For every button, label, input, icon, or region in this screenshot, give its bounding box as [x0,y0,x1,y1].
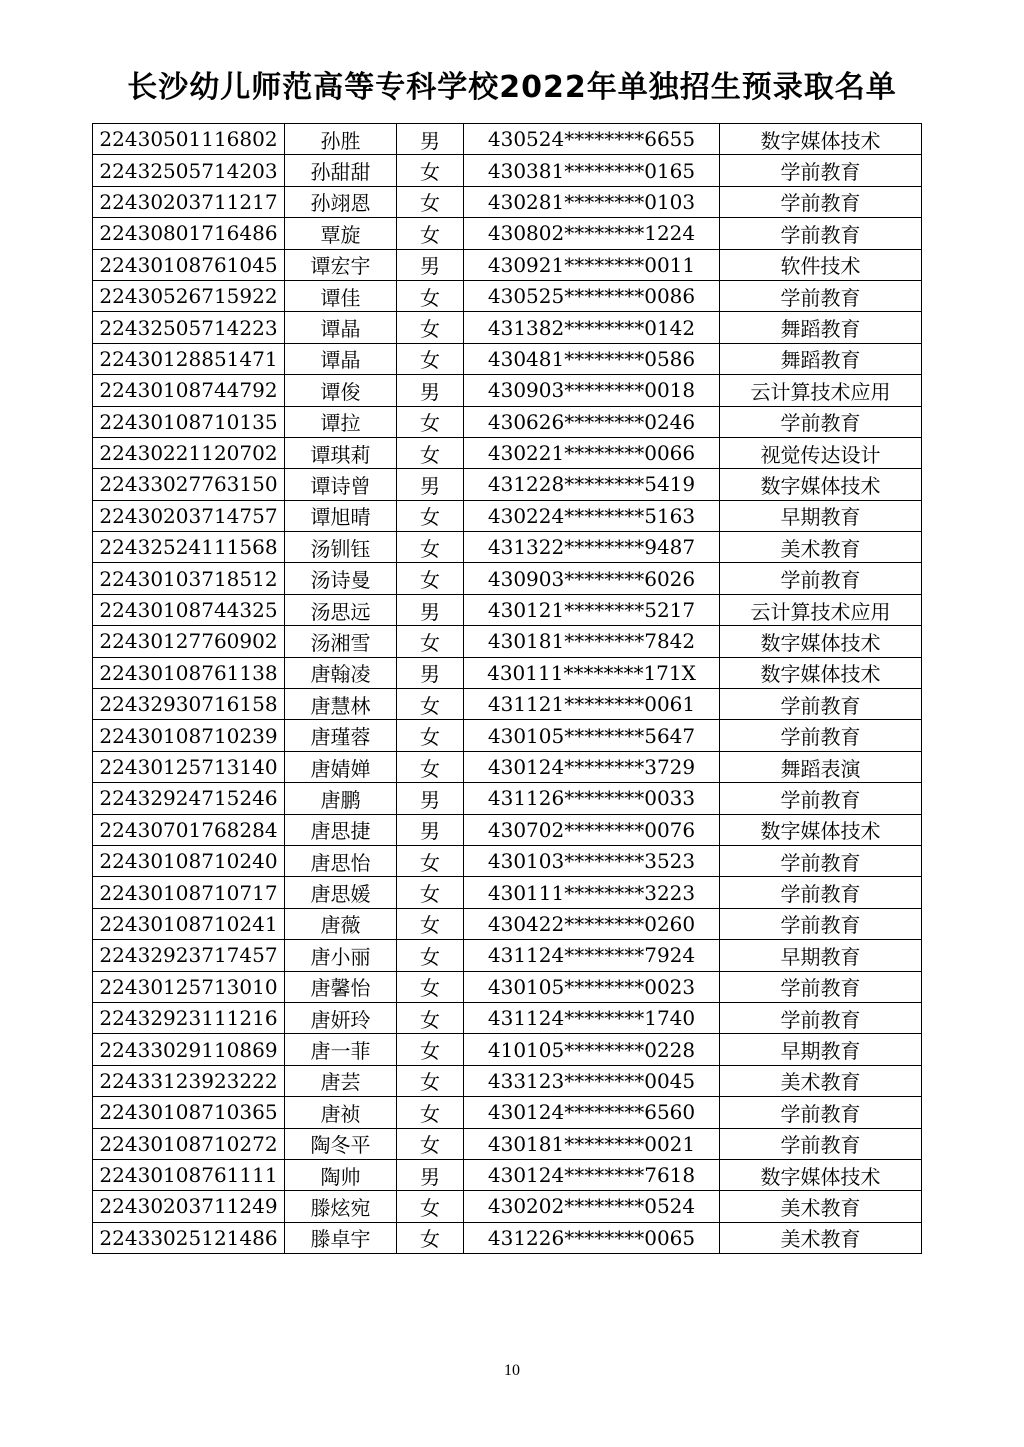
name-cell: 唐翰凌 [285,657,397,688]
major-cell: 学前教育 [720,563,922,594]
table-row [93,155,922,186]
major-cell: 学前教育 [720,845,922,876]
name-cell: 唐妍玲 [285,1002,397,1033]
gender-cell: 女 [397,1222,464,1253]
name-cell: 谭佳 [285,280,397,311]
table-row [93,657,922,688]
table-row [93,689,922,720]
exam-number-cell: 22432923111216 [93,1002,285,1033]
id-card-cell: 430202********0524 [464,1191,720,1222]
gender-cell: 女 [397,532,464,563]
exam-number-cell: 22433025121486 [93,1222,285,1253]
table-row [93,1159,922,1190]
gender-cell: 女 [397,720,464,751]
name-cell: 孙胜 [285,124,397,155]
table-row [93,532,922,563]
table-row [93,971,922,1002]
table-row [93,1097,922,1128]
exam-number-cell: 22432923717457 [93,940,285,971]
exam-number-cell: 22430526715922 [93,280,285,311]
table-row [93,437,922,468]
table-row [93,940,922,971]
exam-number-cell: 22432930716158 [93,689,285,720]
gender-cell: 女 [397,343,464,374]
table-row [93,280,922,311]
id-card-cell: 430702********0076 [464,814,720,845]
name-cell: 谭宏宇 [285,249,397,280]
exam-number-cell: 22430221120702 [93,437,285,468]
id-card-cell: 430221********0066 [464,437,720,468]
exam-number-cell: 22430128851471 [93,343,285,374]
gender-cell: 女 [397,877,464,908]
major-cell: 学前教育 [720,155,922,186]
table-row [93,469,922,500]
name-cell: 唐思怡 [285,845,397,876]
name-cell: 汤诗曼 [285,563,397,594]
gender-cell: 女 [397,689,464,720]
exam-number-cell: 22430108761111 [93,1159,285,1190]
name-cell: 谭旭晴 [285,500,397,531]
id-card-cell: 410105********0228 [464,1034,720,1065]
table-row [93,1002,922,1033]
name-cell: 滕卓宇 [285,1222,397,1253]
admission-table-body [93,124,922,1254]
id-card-cell: 430422********0260 [464,908,720,939]
major-cell: 学前教育 [720,908,922,939]
major-cell: 学前教育 [720,1128,922,1159]
gender-cell: 男 [397,594,464,625]
id-card-cell: 430903********6026 [464,563,720,594]
gender-cell: 男 [397,814,464,845]
major-cell: 学前教育 [720,720,922,751]
name-cell: 唐祯 [285,1097,397,1128]
id-card-cell: 430524********6655 [464,124,720,155]
exam-number-cell: 22430108710241 [93,908,285,939]
gender-cell: 女 [397,186,464,217]
id-card-cell: 430124********3729 [464,751,720,782]
major-cell: 早期教育 [720,1034,922,1065]
id-card-cell: 430281********0103 [464,186,720,217]
gender-cell: 男 [397,469,464,500]
exam-number-cell: 22430103718512 [93,563,285,594]
table-row [93,1191,922,1222]
name-cell: 谭俊 [285,375,397,406]
id-card-cell: 431382********0142 [464,312,720,343]
exam-number-cell: 22430108710239 [93,720,285,751]
id-card-cell: 431226********0065 [464,1222,720,1253]
table-row [93,312,922,343]
exam-number-cell: 22432505714203 [93,155,285,186]
gender-cell: 女 [397,845,464,876]
major-cell: 美术教育 [720,532,922,563]
table-row [93,1128,922,1159]
exam-number-cell: 22430127760902 [93,626,285,657]
table-row [93,1034,922,1065]
exam-number-cell: 22433029110869 [93,1034,285,1065]
gender-cell: 女 [397,500,464,531]
gender-cell: 男 [397,657,464,688]
exam-number-cell: 22430203711249 [93,1191,285,1222]
exam-number-cell: 22430108710240 [93,845,285,876]
table-row [93,1065,922,1096]
name-cell: 滕炫宛 [285,1191,397,1222]
major-cell: 学前教育 [720,1002,922,1033]
gender-cell: 女 [397,155,464,186]
name-cell: 唐婧婵 [285,751,397,782]
major-cell: 学前教育 [720,280,922,311]
id-card-cell: 430921********0011 [464,249,720,280]
major-cell: 美术教育 [720,1065,922,1096]
id-card-cell: 430224********5163 [464,500,720,531]
table-row [93,845,922,876]
major-cell: 舞蹈教育 [720,312,922,343]
id-card-cell: 431121********0061 [464,689,720,720]
gender-cell: 女 [397,1097,464,1128]
gender-cell: 女 [397,1191,464,1222]
exam-number-cell: 22430701768284 [93,814,285,845]
table-row [93,343,922,374]
id-card-cell: 430181********0021 [464,1128,720,1159]
major-cell: 云计算技术应用 [720,594,922,625]
gender-cell: 男 [397,124,464,155]
major-cell: 学前教育 [720,186,922,217]
major-cell: 学前教育 [720,877,922,908]
name-cell: 唐思捷 [285,814,397,845]
gender-cell: 女 [397,908,464,939]
table-row [93,500,922,531]
exam-number-cell: 22430108761045 [93,249,285,280]
id-card-cell: 430111********3223 [464,877,720,908]
name-cell: 汤湘雪 [285,626,397,657]
id-card-cell: 430181********7842 [464,626,720,657]
major-cell: 学前教育 [720,406,922,437]
page-title: 长沙幼儿师范高等专科学校2022年单独招生预录取名单 [127,70,897,105]
name-cell: 唐思媛 [285,877,397,908]
major-cell: 舞蹈表演 [720,751,922,782]
name-cell: 唐一菲 [285,1034,397,1065]
id-card-cell: 430626********0246 [464,406,720,437]
name-cell: 谭晶 [285,312,397,343]
exam-number-cell: 22430108710365 [93,1097,285,1128]
gender-cell: 男 [397,375,464,406]
table-row [93,908,922,939]
exam-number-cell: 22430108710135 [93,406,285,437]
major-cell: 数字媒体技术 [720,814,922,845]
name-cell: 唐芸 [285,1065,397,1096]
gender-cell: 女 [397,1065,464,1096]
id-card-cell: 431228********5419 [464,469,720,500]
table-row [93,720,922,751]
id-card-cell: 430124********6560 [464,1097,720,1128]
exam-number-cell: 22430108744792 [93,375,285,406]
table-row [93,249,922,280]
gender-cell: 女 [397,280,464,311]
name-cell: 孙甜甜 [285,155,397,186]
gender-cell: 男 [397,783,464,814]
id-card-cell: 430121********5217 [464,594,720,625]
id-card-cell: 433123********0045 [464,1065,720,1096]
name-cell: 唐馨怡 [285,971,397,1002]
gender-cell: 女 [397,626,464,657]
table-row [93,186,922,217]
id-card-cell: 431124********7924 [464,940,720,971]
major-cell: 学前教育 [720,971,922,1002]
major-cell: 学前教育 [720,783,922,814]
table-row [93,218,922,249]
major-cell: 美术教育 [720,1222,922,1253]
table-row [93,783,922,814]
gender-cell: 女 [397,751,464,782]
name-cell: 孙翊恩 [285,186,397,217]
id-card-cell: 430103********3523 [464,845,720,876]
id-card-cell: 431124********1740 [464,1002,720,1033]
name-cell: 汤思远 [285,594,397,625]
major-cell: 云计算技术应用 [720,375,922,406]
exam-number-cell: 22432924715246 [93,783,285,814]
name-cell: 谭诗曾 [285,469,397,500]
exam-number-cell: 22430125713010 [93,971,285,1002]
major-cell: 学前教育 [720,1097,922,1128]
name-cell: 陶帅 [285,1159,397,1190]
exam-number-cell: 22430108710717 [93,877,285,908]
gender-cell: 女 [397,971,464,1002]
major-cell: 美术教育 [720,1191,922,1222]
gender-cell: 女 [397,1002,464,1033]
exam-number-cell: 22430108761138 [93,657,285,688]
id-card-cell: 430802********1224 [464,218,720,249]
id-card-cell: 431126********0033 [464,783,720,814]
exam-number-cell: 22433123923222 [93,1065,285,1096]
gender-cell: 男 [397,249,464,280]
major-cell: 数字媒体技术 [720,626,922,657]
table-row [93,626,922,657]
name-cell: 覃旋 [285,218,397,249]
gender-cell: 女 [397,437,464,468]
major-cell: 舞蹈教育 [720,343,922,374]
name-cell: 陶冬平 [285,1128,397,1159]
exam-number-cell: 22433027763150 [93,469,285,500]
gender-cell: 女 [397,406,464,437]
major-cell: 数字媒体技术 [720,657,922,688]
name-cell: 唐鹏 [285,783,397,814]
exam-number-cell: 22430501116802 [93,124,285,155]
exam-number-cell: 22430801716486 [93,218,285,249]
gender-cell: 女 [397,563,464,594]
table-row [93,751,922,782]
major-cell: 学前教育 [720,218,922,249]
id-card-cell: 430481********0586 [464,343,720,374]
gender-cell: 女 [397,1034,464,1065]
table-row [93,1222,922,1253]
table-row [93,406,922,437]
admission-table [92,123,922,1254]
table-row [93,814,922,845]
exam-number-cell: 22430108744325 [93,594,285,625]
name-cell: 汤钏钰 [285,532,397,563]
id-card-cell: 430111********171X [464,657,720,688]
name-cell: 谭拉 [285,406,397,437]
table-row [93,563,922,594]
major-cell: 视觉传达设计 [720,437,922,468]
gender-cell: 女 [397,940,464,971]
id-card-cell: 430525********0086 [464,280,720,311]
exam-number-cell: 22432505714223 [93,312,285,343]
name-cell: 谭晶 [285,343,397,374]
major-cell: 早期教育 [720,500,922,531]
name-cell: 唐薇 [285,908,397,939]
exam-number-cell: 22430125713140 [93,751,285,782]
id-card-cell: 431322********9487 [464,532,720,563]
table-row [93,877,922,908]
id-card-cell: 430124********7618 [464,1159,720,1190]
exam-number-cell: 22430108710272 [93,1128,285,1159]
major-cell: 软件技术 [720,249,922,280]
name-cell: 唐慧林 [285,689,397,720]
major-cell: 早期教育 [720,940,922,971]
exam-number-cell: 22430203714757 [93,500,285,531]
major-cell: 学前教育 [720,689,922,720]
name-cell: 唐瑾蓉 [285,720,397,751]
id-card-cell: 430105********0023 [464,971,720,1002]
major-cell: 数字媒体技术 [720,124,922,155]
name-cell: 谭琪莉 [285,437,397,468]
table-row [93,594,922,625]
exam-number-cell: 22432524111568 [93,532,285,563]
gender-cell: 女 [397,312,464,343]
gender-cell: 男 [397,1159,464,1190]
id-card-cell: 430381********0165 [464,155,720,186]
major-cell: 数字媒体技术 [720,469,922,500]
page-number: 10 [504,1362,520,1379]
table-row [93,375,922,406]
id-card-cell: 430903********0018 [464,375,720,406]
id-card-cell: 430105********5647 [464,720,720,751]
gender-cell: 女 [397,218,464,249]
gender-cell: 女 [397,1128,464,1159]
table-row [93,124,922,155]
name-cell: 唐小丽 [285,940,397,971]
major-cell: 数字媒体技术 [720,1159,922,1190]
exam-number-cell: 22430203711217 [93,186,285,217]
